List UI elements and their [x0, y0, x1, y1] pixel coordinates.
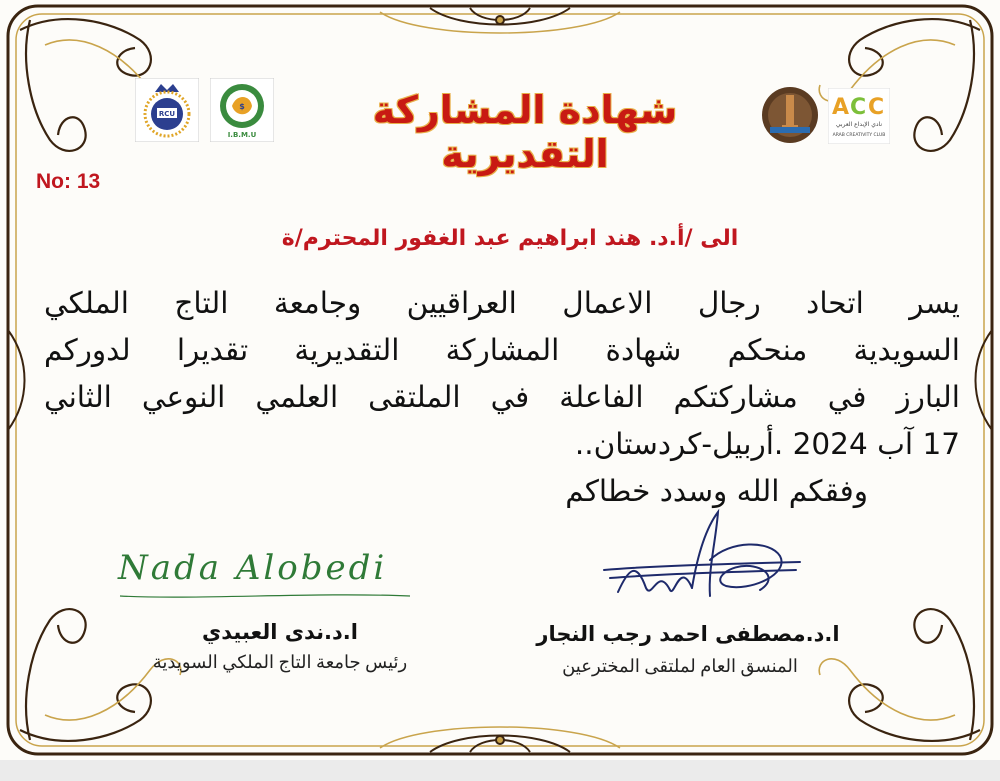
body-line: 17 آب 2024 .أربيل-كردستان..	[574, 427, 960, 461]
right-signatory-name: ا.د.مصطفى احمد رجب النجار	[536, 622, 840, 646]
svg-text:RCU: RCU	[158, 110, 176, 118]
certificate-title: شهادة المشاركة التقديرية	[372, 88, 678, 176]
left-signatory-title: رئيس جامعة التاج الملكي السويدية	[152, 652, 408, 672]
left-signatory-name: ا.د.ندى العبيدي	[202, 620, 358, 644]
iraqi-businessmen-union-logo	[758, 85, 822, 145]
bottom-strip	[0, 760, 1000, 781]
right-handwritten-signature	[600, 500, 810, 610]
recipient-line: الى /أ.د. هند ابراهيم عبد الغفور المحترم/ة	[281, 226, 739, 251]
svg-text:C: C	[850, 95, 867, 120]
certificate-body	[44, 280, 960, 515]
acc-caption-ar: نادي الإبداع العربي	[835, 121, 883, 128]
left-handwritten-signature: Nada Alobedi	[118, 548, 388, 588]
left-signature-underline	[115, 590, 415, 602]
acc-caption-en: ARAB CREATIVITY CLUB	[832, 133, 886, 138]
body-line: السويدية منحكم شهادة المشاركة التقديرية تقديرا لدوركم	[44, 333, 960, 367]
svg-text:C: C	[868, 95, 885, 120]
svg-text:A: A	[832, 95, 850, 120]
svg-text:$: $	[239, 102, 245, 111]
right-signatory-title: المنسق العام لملتقى المخترعين	[562, 656, 798, 676]
certificate-number: No: 13	[36, 170, 101, 193]
body-line: يسر اتحاد رجال الاعمال العراقيين وجامعة التاج الملكي	[44, 286, 960, 320]
royal-crown-university-logo	[135, 78, 199, 142]
body-line: البارز في مشاركتكم الفاعلة في الملتقى العلمي النوعي الثاني	[44, 380, 960, 414]
blessing-line: وفقكم الله وسدد خطاكم	[565, 474, 868, 508]
ibmu-logo	[210, 78, 274, 142]
arab-creativity-club-logo	[828, 88, 890, 144]
left-logo-label: I.B.M.U	[227, 131, 257, 139]
